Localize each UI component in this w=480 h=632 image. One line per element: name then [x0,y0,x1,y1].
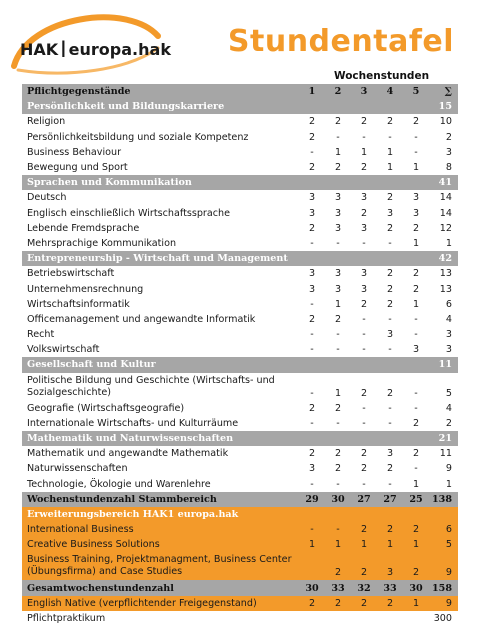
schedule-table [22,84,458,626]
row-cell: 3 [351,281,377,296]
row-label: International Business [22,522,299,537]
row-cell: - [325,342,351,357]
row-cell: - [403,373,429,401]
row-label: Bewegung und Sport [22,160,299,175]
row-cell: 30 [299,580,325,595]
row-cell [299,251,325,266]
table-row [22,401,458,416]
header-col-4: 4 [377,84,403,99]
row-cell: 2 [351,446,377,461]
row-label: Englisch einschließlich Wirtschaftssprache [22,206,299,221]
row-cell: - [325,522,351,537]
row-sum: 2 [429,130,458,145]
row-cell: - [403,401,429,416]
row-cell [377,99,403,114]
row-cell [325,99,351,114]
row-cell: 1 [403,160,429,175]
row-cell: - [351,401,377,416]
row-cell: 2 [325,461,351,476]
row-cell: - [325,416,351,431]
row-cell: - [377,416,403,431]
row-cell: - [299,327,325,342]
row-cell: 2 [377,461,403,476]
table-row [22,446,458,461]
row-cell [377,611,403,626]
row-sum: 3 [429,342,458,357]
section-row [22,99,458,114]
row-cell: 3 [351,266,377,281]
row-cell: 1 [403,537,429,552]
row-cell: 27 [377,492,403,507]
row-cell: 2 [351,373,377,401]
row-cell: 2 [299,130,325,145]
row-cell: 2 [377,266,403,281]
row-cell [299,175,325,190]
schedule-table-body [22,84,458,626]
row-cell: 2 [403,281,429,296]
table-row [22,373,458,401]
row-cell: 2 [325,401,351,416]
row-cell: 2 [351,461,377,476]
row-cell: 1 [403,477,429,492]
table-row [22,130,458,145]
section-row [22,507,458,522]
row-sum: 14 [429,206,458,221]
table-row [22,596,458,611]
row-cell: 2 [403,114,429,129]
row-label: Recht [22,327,299,342]
row-cell: - [351,130,377,145]
section-row [22,431,458,446]
row-cell: 1 [377,160,403,175]
row-cell [325,251,351,266]
row-cell: 3 [299,190,325,205]
row-cell: 2 [299,401,325,416]
table-row [22,552,458,580]
row-label: Gesellschaft und Kultur [22,357,299,372]
row-label: Erweiterungsbereich HAK1 europa.hak [22,507,458,522]
row-label: English Native (verpflichtender Freigegenstand) [22,596,299,611]
row-cell: 2 [325,114,351,129]
row-cell: 2 [377,114,403,129]
row-cell: 29 [299,492,325,507]
row-cell: 2 [377,373,403,401]
row-cell [403,99,429,114]
table-row [22,114,458,129]
table-row [22,281,458,296]
row-cell: 3 [325,281,351,296]
table-row [22,145,458,160]
row-label: Wirtschaftsinformatik [22,297,299,312]
row-cell: 2 [351,206,377,221]
row-cell: 3 [377,552,403,580]
row-sum: 1 [429,477,458,492]
row-label: Officemanagement und angewandte Informatik [22,312,299,327]
row-cell: 1 [403,297,429,312]
row-cell: - [351,416,377,431]
page-title: Stundentafel [227,24,454,59]
row-cell [325,611,351,626]
row-cell [299,99,325,114]
row-cell: 3 [377,206,403,221]
row-cell: 2 [299,312,325,327]
row-cell [299,552,325,580]
row-sum: 5 [429,537,458,552]
table-row [22,160,458,175]
row-cell: 1 [299,537,325,552]
row-label: Persönlichkeit und Bildungskarriere [22,99,299,114]
header-col-1: 1 [299,84,325,99]
row-cell: 1 [377,145,403,160]
row-cell: 3 [325,190,351,205]
row-cell: 1 [351,537,377,552]
row-cell: 1 [351,145,377,160]
row-cell: - [351,327,377,342]
row-cell: 2 [403,416,429,431]
row-cell: - [351,342,377,357]
row-cell: 3 [377,327,403,342]
row-sum: 12 [429,221,458,236]
row-cell: - [351,312,377,327]
row-cell [325,357,351,372]
row-label: Deutsch [22,190,299,205]
row-cell: 2 [377,281,403,296]
row-cell: 33 [377,580,403,595]
total-row [22,580,458,595]
row-label: Geografie (Wirtschaftsgeografie) [22,401,299,416]
row-cell: 30 [403,580,429,595]
row-cell: - [351,477,377,492]
row-label: Mathematik und angewandte Mathematik [22,446,299,461]
row-cell [377,175,403,190]
row-cell [299,357,325,372]
row-cell: 3 [403,206,429,221]
header-col-sum: ∑ [429,84,458,99]
table-row [22,611,458,626]
row-label: Mathematik und Naturwissenschaften [22,431,299,446]
row-cell: - [325,327,351,342]
section-row [22,251,458,266]
row-cell: 3 [299,281,325,296]
table-row [22,312,458,327]
section-sum: 42 [429,251,458,266]
header-col-2: 2 [325,84,351,99]
row-cell [403,175,429,190]
row-label: Religion [22,114,299,129]
row-cell [403,357,429,372]
row-cell [351,251,377,266]
row-cell: 2 [377,297,403,312]
table-row [22,266,458,281]
row-cell [377,431,403,446]
row-cell: 2 [403,221,429,236]
row-cell: 2 [325,596,351,611]
row-cell [299,611,325,626]
row-cell: 2 [377,190,403,205]
row-sum: 10 [429,114,458,129]
row-cell: 2 [403,552,429,580]
row-cell [377,357,403,372]
table-row [22,236,458,251]
row-sum: 11 [429,446,458,461]
row-cell: 2 [351,160,377,175]
row-cell: 3 [351,190,377,205]
row-cell: - [299,145,325,160]
row-cell [403,251,429,266]
row-label: Wochenstundenzahl Stammbereich [22,492,299,507]
row-cell: 1 [377,537,403,552]
row-sum: 138 [429,492,458,507]
row-label: Persönlichkeitsbildung und soziale Kompetenz [22,130,299,145]
row-cell: 3 [377,446,403,461]
row-cell: - [325,236,351,251]
row-sum: 5 [429,373,458,401]
header-col-3: 3 [351,84,377,99]
row-label: Sprachen und Kommunikation [22,175,299,190]
row-cell: 2 [351,297,377,312]
row-sum: 1 [429,236,458,251]
row-label: Betriebswirtschaft [22,266,299,281]
logo-text: HAKI europa.hak [20,38,171,63]
row-cell: 3 [403,190,429,205]
row-cell: - [403,461,429,476]
table-row [22,477,458,492]
row-sum: 4 [429,312,458,327]
section-row [22,175,458,190]
row-cell: - [325,130,351,145]
row-cell: - [377,130,403,145]
wochenstunden-label: Wochenstunden [334,70,430,82]
row-cell: 1 [325,145,351,160]
row-cell [299,431,325,446]
row-cell: 1 [325,537,351,552]
table-row [22,221,458,236]
school-logo [8,8,178,78]
row-sum: 300 [429,611,458,626]
row-cell: 2 [377,522,403,537]
row-cell: 2 [403,446,429,461]
row-label: Gesamtwochenstundenzahl [22,580,299,595]
row-cell: 33 [325,580,351,595]
row-sum: 14 [429,190,458,205]
row-cell: 2 [351,596,377,611]
row-cell: - [403,130,429,145]
row-label: Politische Bildung und Geschichte (Wirtschafts- und Sozialgeschichte) [22,373,299,401]
row-cell: - [403,327,429,342]
table-row [22,327,458,342]
row-cell: 3 [325,221,351,236]
row-cell: 2 [351,552,377,580]
table-row [22,190,458,205]
row-cell [351,431,377,446]
row-cell: - [299,342,325,357]
row-cell: 2 [325,552,351,580]
section-sum: 11 [429,357,458,372]
header-col-5: 5 [403,84,429,99]
row-cell: 2 [403,266,429,281]
row-cell: - [377,236,403,251]
row-cell: - [299,416,325,431]
row-label: Business Training, Projektmanagment, Business Center (Übungsfirma) and Case Studies [22,552,299,580]
row-sum: 6 [429,297,458,312]
row-cell: - [325,477,351,492]
row-label: Pflichtpraktikum [22,611,299,626]
row-cell: 3 [351,221,377,236]
table-row [22,537,458,552]
row-cell: 1 [403,596,429,611]
row-cell [325,431,351,446]
row-cell: 2 [351,522,377,537]
row-sum: 3 [429,327,458,342]
table-row [22,206,458,221]
row-cell: 3 [299,206,325,221]
row-label: Creative Business Solutions [22,537,299,552]
row-label: Internationale Wirtschafts- und Kulturräume [22,416,299,431]
table-row [22,416,458,431]
row-cell: 3 [403,342,429,357]
table-row [22,297,458,312]
row-cell: - [377,342,403,357]
row-cell: - [299,522,325,537]
table-row [22,461,458,476]
row-cell: 2 [299,114,325,129]
row-cell: - [403,312,429,327]
row-sum: 9 [429,461,458,476]
row-cell: 1 [403,236,429,251]
row-label: Naturwissenschaften [22,461,299,476]
row-label: Entrepreneurship - Wirtschaft und Management [22,251,299,266]
row-sum: 2 [429,416,458,431]
row-cell [351,357,377,372]
row-cell [351,99,377,114]
row-sum: 13 [429,281,458,296]
section-sum: 15 [429,99,458,114]
row-sum: 158 [429,580,458,595]
section-sum: 21 [429,431,458,446]
row-cell: - [351,236,377,251]
row-sum: 6 [429,522,458,537]
row-sum: 8 [429,160,458,175]
row-cell: 2 [325,312,351,327]
row-cell: 32 [351,580,377,595]
row-cell: - [377,401,403,416]
row-cell: 3 [299,266,325,281]
row-cell: 2 [325,446,351,461]
row-cell: 2 [351,114,377,129]
row-cell [403,611,429,626]
row-cell: 30 [325,492,351,507]
row-cell [377,251,403,266]
table-header-row [22,84,458,99]
row-cell: 2 [325,160,351,175]
row-sum: 9 [429,596,458,611]
row-cell [325,175,351,190]
row-cell: - [299,297,325,312]
row-label: Technologie, Ökologie und Warenlehre [22,477,299,492]
row-cell: 2 [377,221,403,236]
row-label: Lebende Fremdsprache [22,221,299,236]
row-cell: - [377,477,403,492]
table-row [22,342,458,357]
row-cell: 2 [299,221,325,236]
row-cell: 2 [299,596,325,611]
row-label: Unternehmensrechnung [22,281,299,296]
row-cell [403,431,429,446]
row-label: Business Behaviour [22,145,299,160]
section-row [22,357,458,372]
row-label: Volkswirtschaft [22,342,299,357]
row-cell: - [299,477,325,492]
row-label: Mehrsprachige Kommunikation [22,236,299,251]
row-cell: - [299,373,325,401]
row-cell [351,611,377,626]
row-cell: 1 [325,297,351,312]
row-cell: 3 [325,266,351,281]
row-cell: - [299,236,325,251]
row-sum: 3 [429,145,458,160]
total-row [22,492,458,507]
row-cell: - [403,145,429,160]
row-sum: 4 [429,401,458,416]
row-cell: 2 [299,446,325,461]
section-sum: 41 [429,175,458,190]
row-cell: 27 [351,492,377,507]
row-sum: 9 [429,552,458,580]
row-cell: 2 [403,522,429,537]
header-label: Pflichtgegenstände [22,84,299,99]
row-cell: 1 [325,373,351,401]
table-row [22,522,458,537]
row-cell: 2 [299,160,325,175]
row-cell: 3 [299,461,325,476]
row-cell [351,175,377,190]
row-cell: - [377,312,403,327]
row-cell: 2 [377,596,403,611]
row-sum: 13 [429,266,458,281]
row-cell: 3 [325,206,351,221]
row-cell: 25 [403,492,429,507]
